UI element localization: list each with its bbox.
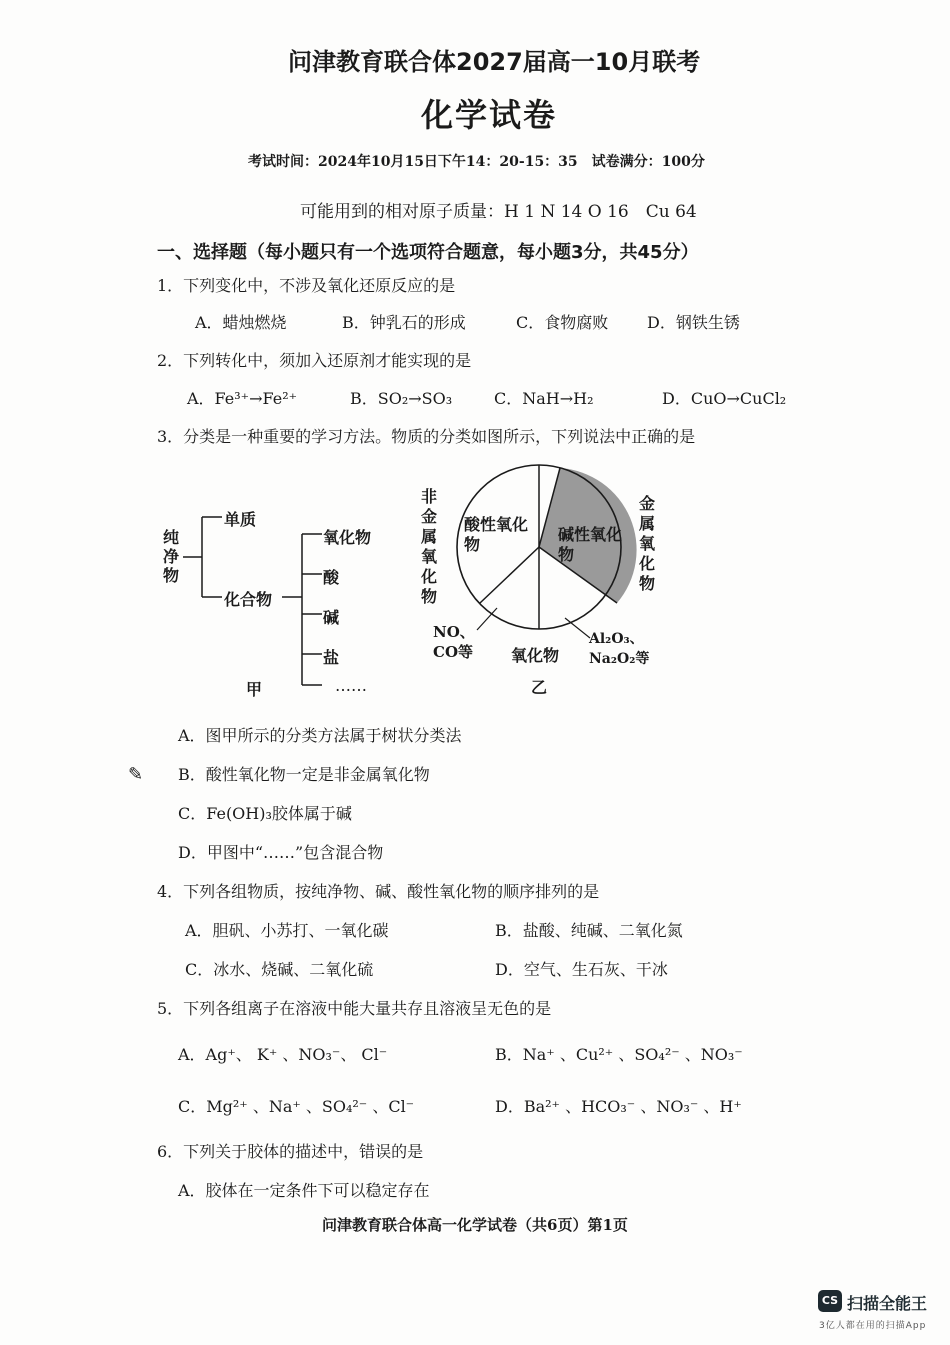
q1-option-b: B．钟乳石的形成 — [342, 313, 466, 332]
q4-option-b: B．盐酸、纯碱、二氧化氮 — [495, 921, 683, 940]
pen-mark-icon: ✎ — [128, 764, 144, 785]
tree-child-ellipsis: …… — [335, 676, 367, 695]
q2-option-a: A．Fe³⁺→Fe²⁺ — [187, 389, 298, 408]
tree-compound-label: 化合物 — [224, 590, 273, 609]
tree-child-salt: 盐 — [323, 648, 340, 667]
question-5-stem: 5．下列各组离子在溶液中能大量共存且溶液呈无色的是 — [157, 999, 552, 1018]
q3-option-d: D．甲图中“……”包含混合物 — [178, 843, 384, 862]
q4-option-c: C．冰水、烧碱、二氧化硫 — [185, 960, 374, 979]
pie-basic-label: 碱性氧化物 — [558, 525, 623, 564]
q3-option-b: B．酸性氧化物一定是非金属氧化物 — [178, 765, 430, 784]
pie-right-label: 金属氧化物 — [639, 494, 656, 593]
pie-center-label: 氧化物 — [511, 646, 560, 665]
q5-option-d: D．Ba²⁺ 、HCO₃⁻ 、NO₃⁻ 、H⁺ — [495, 1097, 742, 1116]
q3-option-c: C．Fe(OH)₃胶体属于碱 — [178, 804, 352, 823]
atomic-mass: 可能用到的相对原子质量：H 1 N 14 O 16 Cu 64 — [300, 202, 697, 222]
q2-option-b: B．SO₂→SO₃ — [350, 389, 453, 408]
tree-child-acid: 酸 — [323, 568, 340, 587]
scanner-tagline: 3亿人都在用的扫描App — [819, 1321, 927, 1331]
tree-element-label: 单质 — [224, 510, 257, 529]
q5-option-c: C．Mg²⁺ 、Na⁺ 、SO₄²⁻ 、Cl⁻ — [178, 1097, 415, 1116]
pie-acidic-label: 酸性氧化物 — [464, 515, 529, 554]
pie-caption: 乙 — [531, 678, 548, 697]
q5-option-a: A．Ag⁺、 K⁺ 、NO₃⁻、 Cl⁻ — [178, 1045, 388, 1064]
tree-caption: 甲 — [246, 680, 263, 699]
q6-option-a: A．胶体在一定条件下可以稳定存在 — [178, 1181, 430, 1200]
q1-option-c: C．食物腐败 — [516, 313, 609, 332]
pie-left-label: 非金属氧化物 — [421, 487, 438, 606]
tree-child-oxide: 氧化物 — [323, 528, 372, 547]
question-6-stem: 6．下列关于胶体的描述中，错误的是 — [157, 1142, 424, 1161]
question-2-stem: 2．下列转化中，须加入还原剂才能实现的是 — [157, 351, 472, 370]
q5-option-b: B．Na⁺ 、Cu²⁺ 、SO₄²⁻ 、NO₃⁻ — [495, 1045, 743, 1064]
q4-option-a: A．胆矾、小苏打、一氧化碳 — [185, 921, 389, 940]
q2-option-d: D．CuO→CuCl₂ — [662, 389, 787, 408]
question-1-stem: 1．下列变化中，不涉及氧化还原反应的是 — [157, 276, 456, 295]
question-3-stem: 3．分类是一种重要的学习方法。物质的分类如图所示，下列说法中正确的是 — [157, 427, 696, 446]
q2-option-c: C．NaH→H₂ — [494, 389, 594, 408]
scanner-brand: 扫描全能王 — [847, 1294, 928, 1313]
subject-title: 化学试卷 — [421, 96, 558, 134]
question-4-stem: 4．下列各组物质，按纯净物、碱、酸性氧化物的顺序排列的是 — [157, 882, 600, 901]
page-footer: 问津教育联合体高一化学试卷（共6页）第1页 — [322, 1216, 628, 1234]
section-heading: 一、选择题（每小题只有一个选项符合题意，每小题3分，共45分） — [157, 242, 699, 263]
pie-no-co-label: NO、CO等 — [433, 623, 475, 661]
pie-al-na-label: Al₂O₃、Na₂O₂等 — [589, 631, 650, 667]
scanner-logo: CS — [818, 1290, 842, 1312]
tree-child-base: 碱 — [323, 608, 340, 627]
q4-option-d: D．空气、生石灰、干冰 — [495, 960, 668, 979]
q3-option-a: A．图甲所示的分类方法属于树状分类法 — [178, 726, 462, 745]
exam-title: 问津教育联合体2027届高一10月联考 — [288, 48, 701, 76]
exam-info: 考试时间：2024年10月15日下午14：20-15：35 试卷满分：100分 — [248, 154, 705, 170]
tree-root-label: 纯净物 — [163, 528, 180, 585]
q1-option-d: D．钢铁生锈 — [647, 313, 740, 332]
q1-option-a: A．蜡烛燃烧 — [195, 313, 287, 332]
